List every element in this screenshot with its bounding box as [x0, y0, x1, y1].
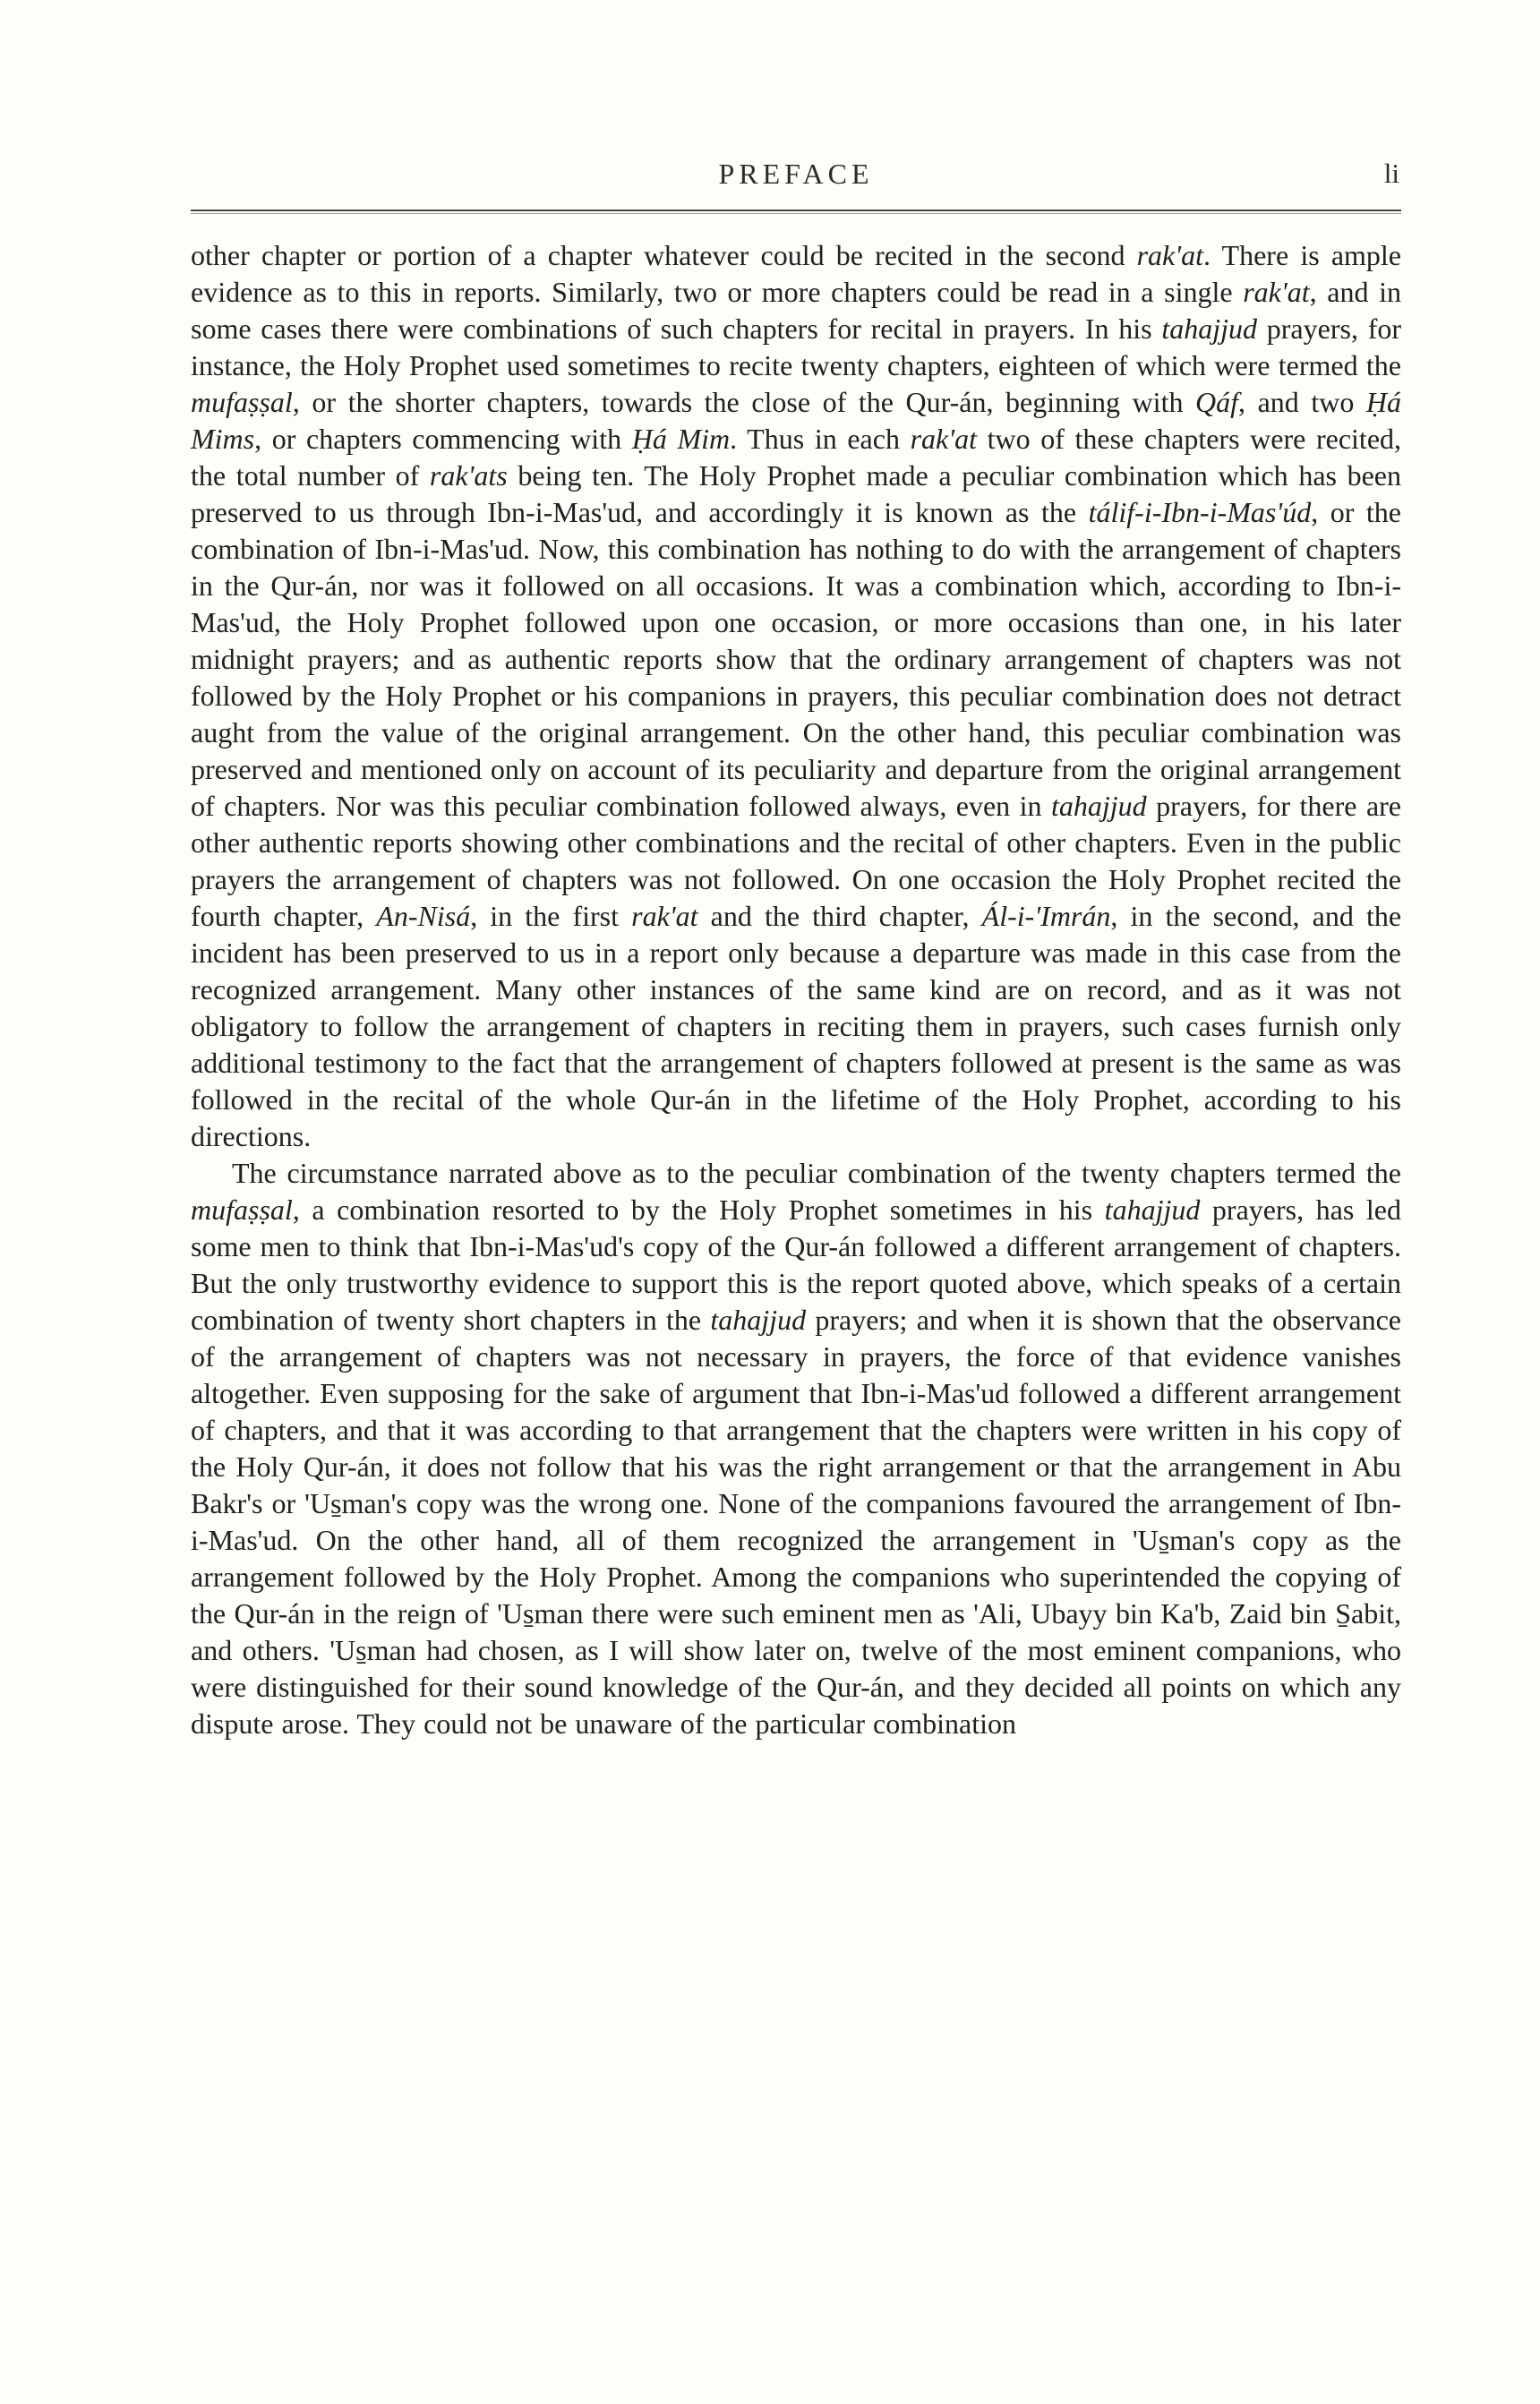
- text-run: and the third chapter,: [697, 900, 982, 932]
- italic-term: tahajjud: [1104, 1193, 1201, 1226]
- text-run: , and in some cases there were combinations of such chapters for recital in prayers. In his: [191, 276, 1402, 345]
- text-run: , in the second, and the incident has been preserved to us in a report only because a departure was made in this case from the recognized arrangement. Many other instances of the same kind are on record, and as it was not obligatory to follow the arrangement of chapters in reciting them in prayers, such cases furnish only additional testimony to the fact that the arrangement of chapters followed at present is the same as was followed in the recital of the whole Qur-án in the lifetime of the Holy Prophet, according to his directions.: [191, 900, 1402, 1152]
- text-run: , a combination resorted to by the Holy Prophet sometimes in his: [292, 1193, 1105, 1226]
- italic-term: Ḥá Mim: [631, 423, 731, 455]
- text-body: [191, 237, 1401, 1742]
- page-number: li: [1383, 158, 1399, 189]
- text-run: prayers, for instance, the Holy Prophet used sometimes to recite twenty chapters, eighteen of which were termed the: [191, 312, 1401, 381]
- text-run: two of these chapters were recited, the total number of: [191, 423, 1402, 492]
- text-run: , or the shorter chapters, towards the close of the Qur-án, beginning with: [292, 386, 1196, 418]
- text-run: prayers, for there are other authentic reports showing other combinations and the recital of other chapters. Even in the public prayers the arrangement of chapters was not followed. On one occasion the Holy Prophet recited the fourth chapter,: [191, 790, 1402, 932]
- italic-term: Ál-i-'Imrán: [981, 900, 1111, 932]
- text-run: , or chapters commencing with: [254, 423, 632, 455]
- italic-term: mufaṣṣal: [191, 1193, 293, 1226]
- text-run: , in the first: [470, 900, 632, 932]
- text-run: other chapter or portion of a chapter whatever could be recited in the second: [191, 239, 1137, 271]
- italic-term: rak'at: [1136, 239, 1203, 271]
- italic-term: rak'at: [910, 423, 977, 455]
- page-header: [191, 158, 1401, 199]
- text-run: . Thus in each: [730, 423, 911, 455]
- text-run: being ten. The Holy Prophet made a peculiar combination which has been preserved to us through Ibn-i-Mas'ud, and accordingly it is known as the: [191, 459, 1402, 528]
- italic-term: rak'at: [631, 900, 698, 932]
- text-run: prayers; and when it is shown that the observance of the arrangement of chapters was not necessary in prayers, the force of that evidence vanishes altogether. Even supposing for the sake of argument that Ibn-i-Mas'ud followed a different arrangement of chapters, and that it was according to that arrangement that the chapters were written in his copy of the Holy Qur-án, it does not follow that his was the right arrangement or that the arrangement in Abu Bakr's or 'Us̱man's copy was the wrong one. None of the companions favoured the arrangement of Ibn-i-Mas'ud. On the other hand, all of them recognized the arrangement in 'Us̱man's copy as the arrangement followed by the Holy Prophet. Among the companions who superintended the copying of the Qur-án in the reign of 'Us̱man there were such eminent men as 'Ali, Ubayy bin Ka'b, Zaid bin S̱abit, and others. 'Us̱man had chosen, as I will show later on, twelve of the most eminent companions, who were distinguished for their sound knowledge of the Qur-án, and they decided all points on which any dispute arose. They could not be unaware of the particular combination: [191, 1304, 1401, 1740]
- italic-term: tahajjud: [1161, 312, 1258, 345]
- italic-term: tahajjud: [1051, 790, 1147, 822]
- page-content: [191, 158, 1401, 1742]
- italic-term: tálif-i-Ibn-i-Mas'úd: [1088, 496, 1312, 528]
- italic-term: An-Nisá: [376, 900, 471, 932]
- page-title: PREFACE: [718, 158, 874, 190]
- text-run: The circumstance narrated above as to the peculiar combination of the twenty chapters termed the: [232, 1157, 1401, 1189]
- text-run: . There is ample evidence as to this in reports. Similarly, two or more chapters could be read in a single: [191, 239, 1402, 308]
- italic-term: rak'at: [1243, 276, 1310, 308]
- header-rule: [191, 210, 1401, 214]
- italic-term: mufaṣṣal: [191, 386, 293, 418]
- text-run: , or the combination of Ibn-i-Mas'ud. Now, this combination has nothing to do with the arrangement of chapters in the Qur-án, nor was it followed on all occasions. It was a combination which, according to Ibn-i-Mas'ud, the Holy Prophet followed upon one occasion, or more occasions than one, in his later midnight prayers; and as authentic reports show that the ordinary arrangement of chapters was not followed by the Holy Prophet or his companions in prayers, this peculiar combination does not detract aught from the value of the original arrangement. On the other hand, this peculiar combination was preserved and mentioned only on account of its peculiarity and departure from the original arrangement of chapters. Nor was this peculiar combination followed always, even in: [191, 496, 1401, 822]
- paragraph: [191, 1155, 1401, 1742]
- italic-term: Ḥá Mims: [191, 386, 1402, 455]
- text-run: , and two: [1238, 386, 1366, 418]
- paragraph: [191, 237, 1401, 1155]
- text-run: prayers, has led some men to think that Ibn-i-Mas'ud's copy of the Qur-án followed a different arrangement of chapters. But the only trustworthy evidence to support this is the report quoted above, which speaks of a certain combination of twenty short chapters in the: [191, 1193, 1402, 1336]
- italic-term: Qáf: [1195, 386, 1239, 418]
- italic-term: tahajjud: [710, 1304, 807, 1336]
- italic-term: rak'ats: [429, 459, 508, 492]
